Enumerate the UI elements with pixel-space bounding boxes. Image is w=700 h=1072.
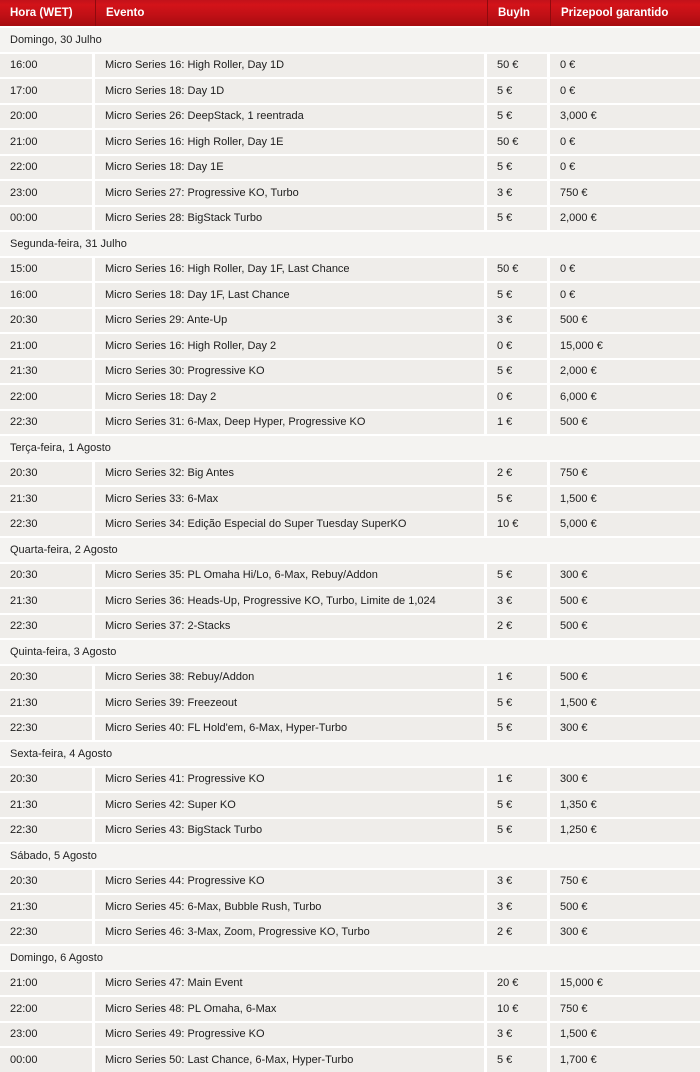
table-row bbox=[0, 1023, 700, 1047]
prizepool-cell: 3,000 € bbox=[550, 105, 700, 129]
buyin-cell: 3 € bbox=[487, 870, 547, 894]
time-cell: 21:30 bbox=[0, 487, 92, 511]
buyin-cell: 1 € bbox=[487, 411, 547, 435]
event-cell: Micro Series 42: Super KO bbox=[95, 793, 484, 817]
time-cell: 20:30 bbox=[0, 309, 92, 333]
table-row bbox=[0, 181, 700, 205]
time-cell: 20:30 bbox=[0, 564, 92, 588]
column-header-buyin: BuyIn bbox=[487, 0, 550, 26]
table-row bbox=[0, 309, 700, 333]
date-group-label: Terça-feira, 1 Agosto bbox=[10, 441, 111, 454]
time-cell: 16:00 bbox=[0, 54, 92, 78]
date-group-header bbox=[0, 28, 700, 52]
date-group-label: Domingo, 30 Julho bbox=[10, 33, 102, 46]
time-cell: 22:30 bbox=[0, 717, 92, 741]
buyin-cell: 0 € bbox=[487, 385, 547, 409]
prizepool-cell: 1,500 € bbox=[550, 691, 700, 715]
prizepool-cell: 300 € bbox=[550, 564, 700, 588]
table-body bbox=[0, 28, 700, 1072]
event-cell: Micro Series 18: Day 2 bbox=[95, 385, 484, 409]
prizepool-cell: 1,250 € bbox=[550, 819, 700, 843]
buyin-cell: 2 € bbox=[487, 921, 547, 945]
table-row bbox=[0, 105, 700, 129]
table-row bbox=[0, 870, 700, 894]
buyin-cell: 3 € bbox=[487, 181, 547, 205]
table-row bbox=[0, 156, 700, 180]
event-cell: Micro Series 44: Progressive KO bbox=[95, 870, 484, 894]
time-cell: 00:00 bbox=[0, 207, 92, 231]
event-cell: Micro Series 46: 3-Max, Zoom, Progressive KO, Turbo bbox=[95, 921, 484, 945]
buyin-cell: 5 € bbox=[487, 360, 547, 384]
column-header-prizepool: Prizepool garantido bbox=[550, 0, 700, 26]
prizepool-cell: 300 € bbox=[550, 717, 700, 741]
prizepool-cell: 300 € bbox=[550, 768, 700, 792]
buyin-cell: 50 € bbox=[487, 54, 547, 78]
column-header-event: Evento bbox=[95, 0, 487, 26]
table-row bbox=[0, 334, 700, 358]
date-group-header bbox=[0, 232, 700, 256]
prizepool-cell: 0 € bbox=[550, 258, 700, 282]
prizepool-cell: 2,000 € bbox=[550, 207, 700, 231]
time-cell: 20:30 bbox=[0, 666, 92, 690]
table-header-row bbox=[0, 0, 700, 26]
prizepool-cell: 750 € bbox=[550, 462, 700, 486]
buyin-cell: 50 € bbox=[487, 130, 547, 154]
buyin-cell: 20 € bbox=[487, 972, 547, 996]
event-cell: Micro Series 37: 2-Stacks bbox=[95, 615, 484, 639]
event-cell: Micro Series 16: High Roller, Day 1E bbox=[95, 130, 484, 154]
buyin-cell: 10 € bbox=[487, 997, 547, 1021]
table-row bbox=[0, 411, 700, 435]
prizepool-cell: 6,000 € bbox=[550, 385, 700, 409]
table-row bbox=[0, 385, 700, 409]
event-cell: Micro Series 32: Big Antes bbox=[95, 462, 484, 486]
prizepool-cell: 500 € bbox=[550, 895, 700, 919]
date-group-header bbox=[0, 742, 700, 766]
table-row bbox=[0, 1048, 700, 1072]
buyin-cell: 50 € bbox=[487, 258, 547, 282]
event-cell: Micro Series 28: BigStack Turbo bbox=[95, 207, 484, 231]
time-cell: 21:00 bbox=[0, 334, 92, 358]
buyin-cell: 5 € bbox=[487, 487, 547, 511]
event-cell: Micro Series 18: Day 1F, Last Chance bbox=[95, 283, 484, 307]
date-group-header bbox=[0, 946, 700, 970]
table-row bbox=[0, 207, 700, 231]
event-cell: Micro Series 30: Progressive KO bbox=[95, 360, 484, 384]
prizepool-cell: 1,350 € bbox=[550, 793, 700, 817]
time-cell: 22:00 bbox=[0, 997, 92, 1021]
table-row bbox=[0, 462, 700, 486]
table-row bbox=[0, 130, 700, 154]
buyin-cell: 0 € bbox=[487, 334, 547, 358]
date-group-header bbox=[0, 640, 700, 664]
prizepool-cell: 500 € bbox=[550, 615, 700, 639]
table-row bbox=[0, 717, 700, 741]
prizepool-cell: 15,000 € bbox=[550, 334, 700, 358]
prizepool-cell: 500 € bbox=[550, 309, 700, 333]
time-cell: 20:00 bbox=[0, 105, 92, 129]
time-cell: 22:30 bbox=[0, 513, 92, 537]
time-cell: 20:30 bbox=[0, 462, 92, 486]
table-row bbox=[0, 54, 700, 78]
time-cell: 20:30 bbox=[0, 768, 92, 792]
prizepool-cell: 1,700 € bbox=[550, 1048, 700, 1072]
time-cell: 21:00 bbox=[0, 130, 92, 154]
time-cell: 15:00 bbox=[0, 258, 92, 282]
table-row bbox=[0, 997, 700, 1021]
buyin-cell: 5 € bbox=[487, 207, 547, 231]
event-cell: Micro Series 41: Progressive KO bbox=[95, 768, 484, 792]
event-cell: Micro Series 27: Progressive KO, Turbo bbox=[95, 181, 484, 205]
event-cell: Micro Series 35: PL Omaha Hi/Lo, 6-Max, Rebuy/Addon bbox=[95, 564, 484, 588]
event-cell: Micro Series 16: High Roller, Day 1D bbox=[95, 54, 484, 78]
buyin-cell: 2 € bbox=[487, 615, 547, 639]
time-cell: 21:30 bbox=[0, 360, 92, 384]
buyin-cell: 3 € bbox=[487, 589, 547, 613]
time-cell: 21:30 bbox=[0, 895, 92, 919]
buyin-cell: 3 € bbox=[487, 309, 547, 333]
time-cell: 00:00 bbox=[0, 1048, 92, 1072]
buyin-cell: 2 € bbox=[487, 462, 547, 486]
prizepool-cell: 15,000 € bbox=[550, 972, 700, 996]
table-row bbox=[0, 819, 700, 843]
table-row bbox=[0, 666, 700, 690]
date-group-header bbox=[0, 436, 700, 460]
time-cell: 17:00 bbox=[0, 79, 92, 103]
buyin-cell: 1 € bbox=[487, 768, 547, 792]
table-row bbox=[0, 360, 700, 384]
prizepool-cell: 1,500 € bbox=[550, 487, 700, 511]
time-cell: 22:30 bbox=[0, 819, 92, 843]
event-cell: Micro Series 16: High Roller, Day 1F, Last Chance bbox=[95, 258, 484, 282]
event-cell: Micro Series 34: Edição Especial do Super Tuesday SuperKO bbox=[95, 513, 484, 537]
prizepool-cell: 1,500 € bbox=[550, 1023, 700, 1047]
date-group-header bbox=[0, 538, 700, 562]
buyin-cell: 3 € bbox=[487, 895, 547, 919]
buyin-cell: 5 € bbox=[487, 793, 547, 817]
event-cell: Micro Series 36: Heads-Up, Progressive KO, Turbo, Limite de 1,024 bbox=[95, 589, 484, 613]
buyin-cell: 5 € bbox=[487, 105, 547, 129]
event-cell: Micro Series 48: PL Omaha, 6-Max bbox=[95, 997, 484, 1021]
buyin-cell: 5 € bbox=[487, 283, 547, 307]
prizepool-cell: 0 € bbox=[550, 130, 700, 154]
event-cell: Micro Series 29: Ante-Up bbox=[95, 309, 484, 333]
event-cell: Micro Series 33: 6-Max bbox=[95, 487, 484, 511]
table-row bbox=[0, 564, 700, 588]
prizepool-cell: 750 € bbox=[550, 997, 700, 1021]
time-cell: 22:30 bbox=[0, 615, 92, 639]
event-cell: Micro Series 26: DeepStack, 1 reentrada bbox=[95, 105, 484, 129]
date-group-label: Quinta-feira, 3 Agosto bbox=[10, 645, 117, 658]
event-cell: Micro Series 40: FL Hold'em, 6-Max, Hyper-Turbo bbox=[95, 717, 484, 741]
table-row bbox=[0, 487, 700, 511]
table-row bbox=[0, 895, 700, 919]
event-cell: Micro Series 39: Freezeout bbox=[95, 691, 484, 715]
date-group-header bbox=[0, 844, 700, 868]
table-row bbox=[0, 921, 700, 945]
column-header-time: Hora (WET) bbox=[10, 7, 73, 19]
buyin-cell: 5 € bbox=[487, 819, 547, 843]
event-cell: Micro Series 18: Day 1D bbox=[95, 79, 484, 103]
prizepool-cell: 750 € bbox=[550, 870, 700, 894]
table-row bbox=[0, 589, 700, 613]
table-row bbox=[0, 513, 700, 537]
date-group-label: Segunda-feira, 31 Julho bbox=[10, 237, 127, 250]
table-row bbox=[0, 691, 700, 715]
table-row bbox=[0, 79, 700, 103]
buyin-cell: 5 € bbox=[487, 1048, 547, 1072]
prizepool-cell: 0 € bbox=[550, 156, 700, 180]
buyin-cell: 5 € bbox=[487, 691, 547, 715]
buyin-cell: 10 € bbox=[487, 513, 547, 537]
event-cell: Micro Series 43: BigStack Turbo bbox=[95, 819, 484, 843]
table-row bbox=[0, 793, 700, 817]
time-cell: 21:30 bbox=[0, 793, 92, 817]
prizepool-cell: 0 € bbox=[550, 79, 700, 103]
prizepool-cell: 0 € bbox=[550, 54, 700, 78]
time-cell: 22:30 bbox=[0, 921, 92, 945]
table-row bbox=[0, 768, 700, 792]
table-row bbox=[0, 615, 700, 639]
prizepool-cell: 750 € bbox=[550, 181, 700, 205]
table-row bbox=[0, 283, 700, 307]
buyin-cell: 1 € bbox=[487, 666, 547, 690]
event-cell: Micro Series 45: 6-Max, Bubble Rush, Turbo bbox=[95, 895, 484, 919]
event-cell: Micro Series 50: Last Chance, 6-Max, Hyper-Turbo bbox=[95, 1048, 484, 1072]
prizepool-cell: 500 € bbox=[550, 666, 700, 690]
event-cell: Micro Series 31: 6-Max, Deep Hyper, Progressive KO bbox=[95, 411, 484, 435]
buyin-cell: 3 € bbox=[487, 1023, 547, 1047]
buyin-cell: 5 € bbox=[487, 717, 547, 741]
time-cell: 21:30 bbox=[0, 691, 92, 715]
table-row bbox=[0, 258, 700, 282]
time-cell: 16:00 bbox=[0, 283, 92, 307]
date-group-label: Sexta-feira, 4 Agosto bbox=[10, 747, 113, 760]
table-row bbox=[0, 972, 700, 996]
prizepool-cell: 5,000 € bbox=[550, 513, 700, 537]
time-cell: 21:00 bbox=[0, 972, 92, 996]
event-cell: Micro Series 18: Day 1E bbox=[95, 156, 484, 180]
time-cell: 20:30 bbox=[0, 870, 92, 894]
prizepool-cell: 300 € bbox=[550, 921, 700, 945]
time-cell: 23:00 bbox=[0, 1023, 92, 1047]
prizepool-cell: 500 € bbox=[550, 411, 700, 435]
event-cell: Micro Series 38: Rebuy/Addon bbox=[95, 666, 484, 690]
prizepool-cell: 0 € bbox=[550, 283, 700, 307]
buyin-cell: 5 € bbox=[487, 564, 547, 588]
date-group-label: Quarta-feira, 2 Agosto bbox=[10, 543, 118, 556]
prizepool-cell: 2,000 € bbox=[550, 360, 700, 384]
time-cell: 21:30 bbox=[0, 589, 92, 613]
time-cell: 22:30 bbox=[0, 411, 92, 435]
prizepool-cell: 500 € bbox=[550, 589, 700, 613]
date-group-label: Sábado, 5 Agosto bbox=[10, 849, 97, 862]
buyin-cell: 5 € bbox=[487, 156, 547, 180]
time-cell: 22:00 bbox=[0, 385, 92, 409]
event-cell: Micro Series 16: High Roller, Day 2 bbox=[95, 334, 484, 358]
buyin-cell: 5 € bbox=[487, 79, 547, 103]
event-cell: Micro Series 47: Main Event bbox=[95, 972, 484, 996]
date-group-label: Domingo, 6 Agosto bbox=[10, 951, 103, 964]
time-cell: 22:00 bbox=[0, 156, 92, 180]
event-cell: Micro Series 49: Progressive KO bbox=[95, 1023, 484, 1047]
time-cell: 23:00 bbox=[0, 181, 92, 205]
